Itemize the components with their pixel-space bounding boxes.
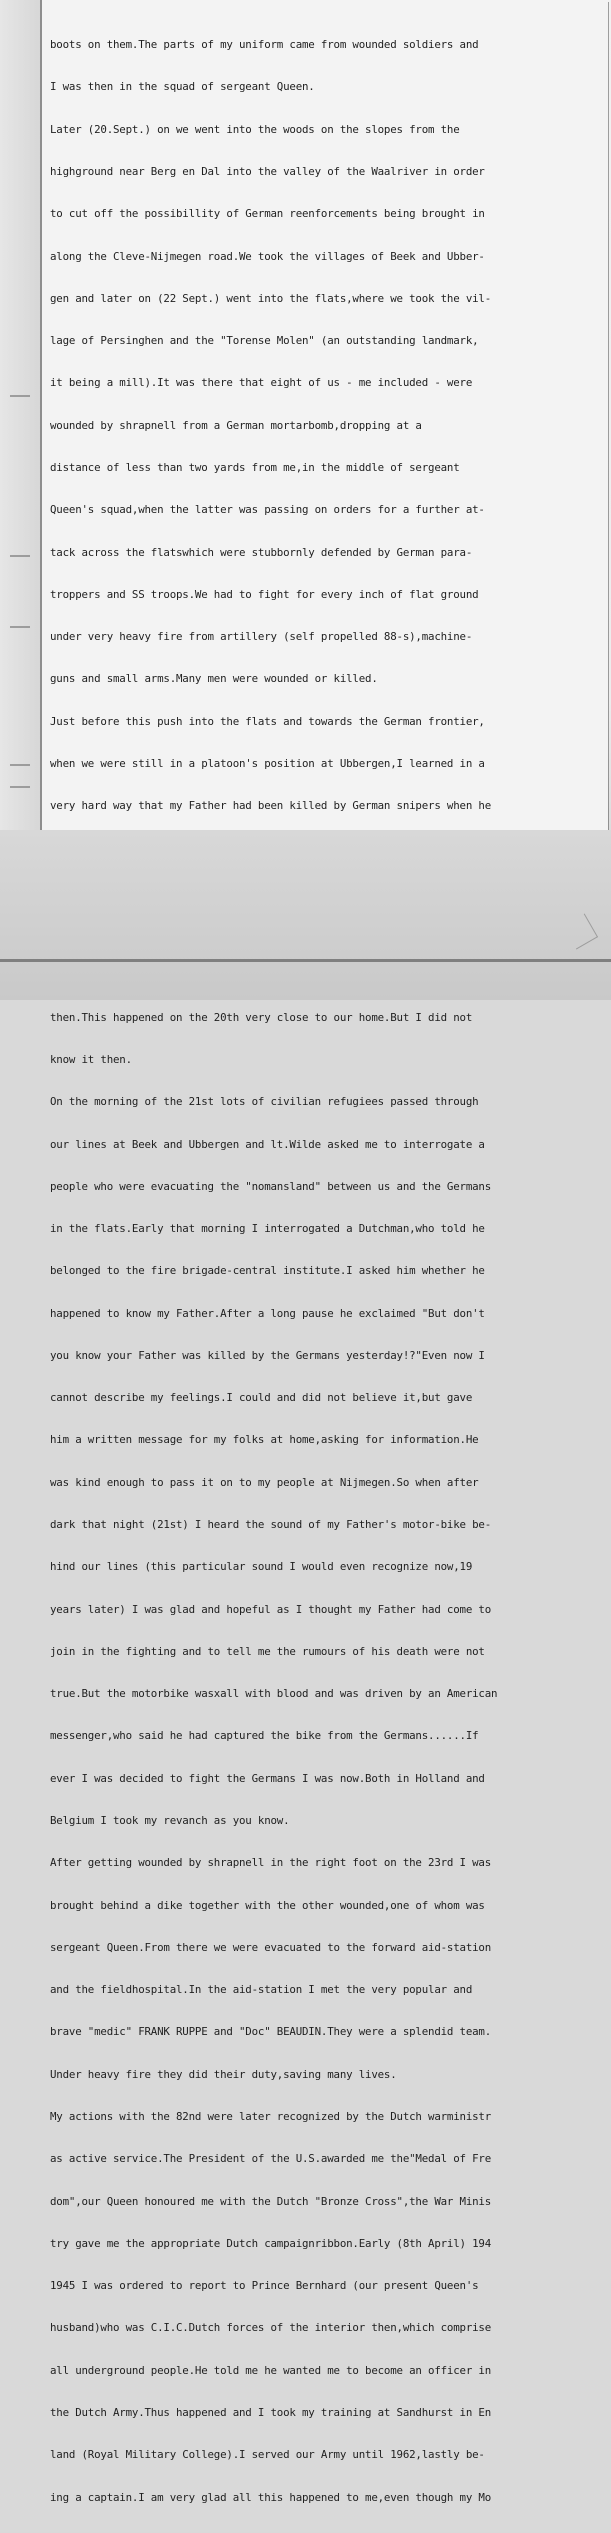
margin-mark [10, 626, 30, 628]
text-line-17: Just before this push into the flats and towards the German frontier, [50, 714, 485, 728]
text-line-13: tack across the flatswhich were stubbornly defended by German para- [50, 545, 473, 559]
blank-scan-area [0, 830, 611, 1000]
text-line-1: boots on them.The parts of my uniform came from wounded soldiers and [50, 38, 479, 52]
margin-mark [10, 395, 30, 397]
text-line-27: our lines at Beek and Ubbergen and lt.Wilde asked me to interrogate a [50, 1137, 485, 1151]
margin-mark [10, 764, 30, 766]
text-line-32: you know your Father was killed by the Germans yesterday!?"Even now I [50, 1348, 485, 1362]
text-line-43: Belgium I took my revanch as you know. [50, 1814, 290, 1827]
text-line-48: brave "medic" FRANK RUPPE and "Doc" BEAUDIN.They were a splendid team. [50, 2025, 492, 2039]
text-line-9: it being a mill).It was there that eight of us - me included - were [50, 376, 473, 390]
text-line-58: land (Royal Military College).I served our Army until 1962,lastly be- [50, 2448, 485, 2462]
margin-mark [10, 555, 30, 557]
text-line-56: all underground people.He told me he wanted me to become an officer in [50, 2363, 492, 2377]
text-line-44: After getting wounded by shrapnell in the right foot on the 23rd I was [50, 1856, 492, 1870]
text-line-7: gen and later on (22 Sept.) went into the flats,where we took the vil- [50, 291, 492, 305]
text-line-11: distance of less than two yards from me,in the middle of sergeant [50, 461, 460, 474]
text-line-31: happened to know my Father.After a long pause he exclaimed "But don't [50, 1306, 485, 1320]
text-line-2: I was then in the squad of sergeant Queen. [50, 80, 315, 94]
text-line-24: then.This happened on the 20th very close to our home.But I did not [50, 1010, 473, 1024]
text-line-8: lage of Persinghen and the "Torense Molen" (an outstanding landmark, [50, 334, 479, 348]
text-line-28: people who were evacuating the "nomansland" between us and the Germans [50, 1179, 492, 1193]
text-line-30: belonged to the fire brigade-central institute.I asked him whether he [50, 1264, 485, 1278]
text-line-38: years later) I was glad and hopeful as I thought my Father had come to [50, 1602, 492, 1616]
text-line-6: along the Cleve-Nijmegen road.We took the villages of Beek and Ubber- [50, 249, 485, 263]
text-line-55: husband)who was C.I.C.Dutch forces of the interior then,which comprise [50, 2321, 492, 2335]
scan-edge-line [0, 959, 611, 962]
typed-letter-page [40, 0, 608, 2504]
text-line-41: messenger,who said he had captured the bike from the Germans......If [50, 1729, 479, 1743]
text-line-42: ever I was decided to fight the Germans I was now.Both in Holland and [50, 1771, 485, 1785]
text-line-46: sergeant Queen.From there we were evacuated to the forward aid-station [50, 1940, 492, 1954]
text-line-26: On the morning of the 21st lots of civilian refugiees passed through [50, 1095, 479, 1109]
text-line-39: join in the fighting and to tell me the rumours of his death were not [50, 1644, 485, 1658]
text-line-49: Under heavy fire they did their duty,saving many lives. [50, 2067, 397, 2081]
text-line-50: My actions with the 82nd were later recognized by the Dutch warministr [50, 2109, 492, 2123]
text-line-29: in the flats.Early that morning I interrogated a Dutchman,who told he [50, 1222, 485, 1236]
text-line-15: under very heavy fire from artillery (self propelled 88-s),machine- [50, 630, 473, 644]
text-line-40: true.But the motorbike wasxall with blood and was driven by an American [50, 1687, 498, 1701]
text-line-51: as active service.The President of the U.S.awarded me the"Medal of Fre [50, 2152, 492, 2166]
letter-text [50, 10, 606, 2533]
text-line-37: hind our lines (this particular sound I would even recognize now,19 [50, 1560, 473, 1574]
text-line-3: Later (20.Sept.) on we went into the woods on the slopes from the [50, 122, 460, 136]
text-line-53: try gave me the appropriate Dutch campaignribbon.Early (8th April) 194 [50, 2236, 492, 2250]
text-line-10: wounded by shrapnell from a German mortarbomb,dropping at a [50, 418, 422, 432]
text-line-25: know it then. [50, 1052, 132, 1066]
text-line-4: highground near Berg en Dal into the valley of the Waalriver in order [50, 165, 485, 179]
text-line-47: and the fieldhospital.In the aid-station I met the very popular and [50, 1983, 473, 1997]
text-line-5: to cut off the possibillity of German reenforcements being brought in [50, 207, 485, 221]
text-line-14: troppers and SS troops.We had to fight for every inch of flat ground [50, 587, 479, 601]
text-line-19: very hard way that my Father had been killed by German snipers when he [50, 799, 492, 813]
margin-mark [10, 786, 30, 788]
text-line-34: him a written message for my folks at home,asking for information.He [50, 1433, 479, 1447]
text-line-54: 1945 I was ordered to report to Prince Bernhard (our present Queen's [50, 2279, 479, 2293]
text-line-18: when we were still in a platoon's position at Ubbergen,I learned in a [50, 756, 485, 770]
text-line-57: the Dutch Army.Thus happened and I took my training at Sandhurst in En [50, 2405, 492, 2419]
text-line-59: ing a captain.I am very glad all this happened to me,even though my Mo [50, 2490, 492, 2504]
text-line-33: cannot describe my feelings.I could and did not believe it,but gave [50, 1391, 473, 1405]
text-line-12: Queen's squad,when the latter was passing on orders for a further at- [50, 503, 485, 517]
text-line-36: dark that night (21st) I heard the sound of my Father's motor-bike be- [50, 1518, 492, 1532]
text-line-45: brought behind a dike together with the other wounded,one of whom was [50, 1898, 485, 1912]
page-left-margin [0, 0, 40, 830]
text-line-52: dom",our Queen honoured me with the Dutch "Bronze Cross",the War Minis [50, 2194, 492, 2208]
text-line-16: guns and small arms.Many men were wounded or killed. [50, 672, 378, 686]
text-line-35: was kind enough to pass it on to my people at Nijmegen.So when after [50, 1475, 479, 1489]
